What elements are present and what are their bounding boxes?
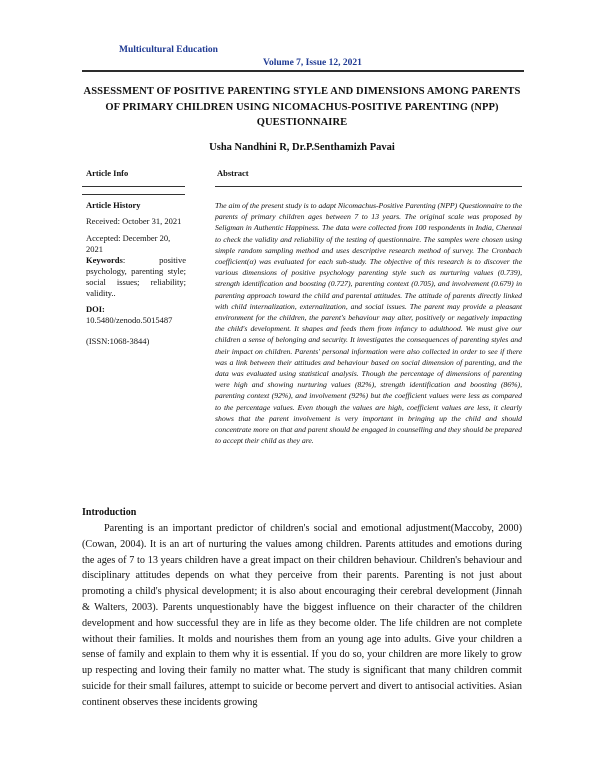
article-info-heading: Article Info — [86, 168, 129, 178]
paper-authors: Usha Nandhini R, Dr.P.Senthamizh Pavai — [209, 142, 395, 153]
journal-name: Multicultural Education — [119, 45, 218, 55]
keywords — [86, 255, 186, 299]
doi-label: DOI: — [86, 304, 105, 314]
article-info-rule — [82, 186, 185, 187]
intro-heading: Introduction — [82, 507, 137, 518]
abstract-heading: Abstract — [217, 168, 249, 178]
volume-issue: Volume 7, Issue 12, 2021 — [263, 58, 362, 68]
article-history-label: Article History — [86, 200, 141, 210]
article-info — [86, 200, 186, 347]
intro-paragraph: Parenting is an important predictor of children's social and emotional adjustment(Maccoby, 2000)(Cowan, 2004). It is an art of nurturing the values among children. Parents attitudes and emotions during the ages of 7 to 13 years children have a great impact on their children behaviour. Children's behaviour and disciplinary attitudes depends on what they perceive from their parents. Parenting is not just about promoting a child's physical development; it is also about encouraging their cerebral development (Jinnah & Walters, 2003). Parents unquestionably have the biggest influence on their character of the children development and how successful they are in life as they become older. The life children are not complete without their families. It molds and nourishes them from an young age into adults. Give your children a sense of family and explain to them why it is essential. If you do so, your children are more likely to grow up respecting and loving their family no matter what. The study is significant that many children commit suicide for their small failures, attempt to suicide or become pervert and divert to antisocial activities. Asian continent observes these incidents growing — [82, 523, 522, 708]
accepted-date: Accepted: December 20, 2021 — [86, 233, 171, 254]
header-rule — [82, 70, 524, 72]
abstract-text: The aim of the present study is to adapt Nicomachus-Positive Parenting (NPP) Questionnaire to the parents of primary children ages between 7 to 13 years. The original scale was proposed by Seligman in Authentic Happiness. The data were collected from 100 respondents in India, Chennai to check the validity and reliability of the testing of questionnaire. The samples were chosen using simple random sampling method and uses descriptive research method of survey. The Cronbach coefficient(α) was evaluated for each sub-study. The objective of this research is to discover the various dimensions of positive psychology parenting style such as nurturing values (0.739), strength identification and boosting (0.727), parenting context (0.705), and involvement (0.679) in parenting approach toward the child and parental attitudes. The attitude of parents directly linked with child internalization, externalization, and social issues. The parent may provide a pleasant environment for the children, the parent's behaviour may alter, positively or negatively impacting the child's development. It shapes and feeds them from infancy to adulthood. We must give our children a sense of belonging and security. It investigates the consequences of parenting styles and their impact on children. Parents' personal information were also collected in order to see if there was a link between their attitudes and behaviour based on social dimension of parenting, and the data was evaluated using statistical analysis. Though the percentage of dimensions of parenting were high and showing nurturing values (82%), strength identification and boosting (86%), parenting context (92%), and involvement (92%) but the coefficient values were less as compared to the percentage values. Even though the values are high, coefficient values are less, it clearly shows that the parent involvement is very important in bringing up the child and should concentrate more on that and parent should be engaged in counselling and they should be prepared to accept their child as they are. — [215, 201, 522, 446]
info-bottom-rule — [82, 194, 185, 195]
keywords-label: Keywords — [86, 255, 123, 265]
doi-value: 10.5480/zenodo.5015487 — [86, 315, 173, 325]
received-date: Received: October 31, 2021 — [86, 216, 182, 226]
paper-title: ASSESSMENT OF POSITIVE PARENTING STYLE AND DIMENSIONS AMONG PARENTS OF PRIMARY CHILDREN USING NICOMACHUS-POSITIVE PARENTING (NPP) QUESTIONNAIRE — [83, 86, 521, 128]
issn: (ISSN:1068-3844) — [86, 336, 150, 346]
keywords-text: : positive psychology, parenting style; social issues; reliability; validity.. — [86, 255, 186, 298]
abstract-rule — [215, 186, 522, 187]
